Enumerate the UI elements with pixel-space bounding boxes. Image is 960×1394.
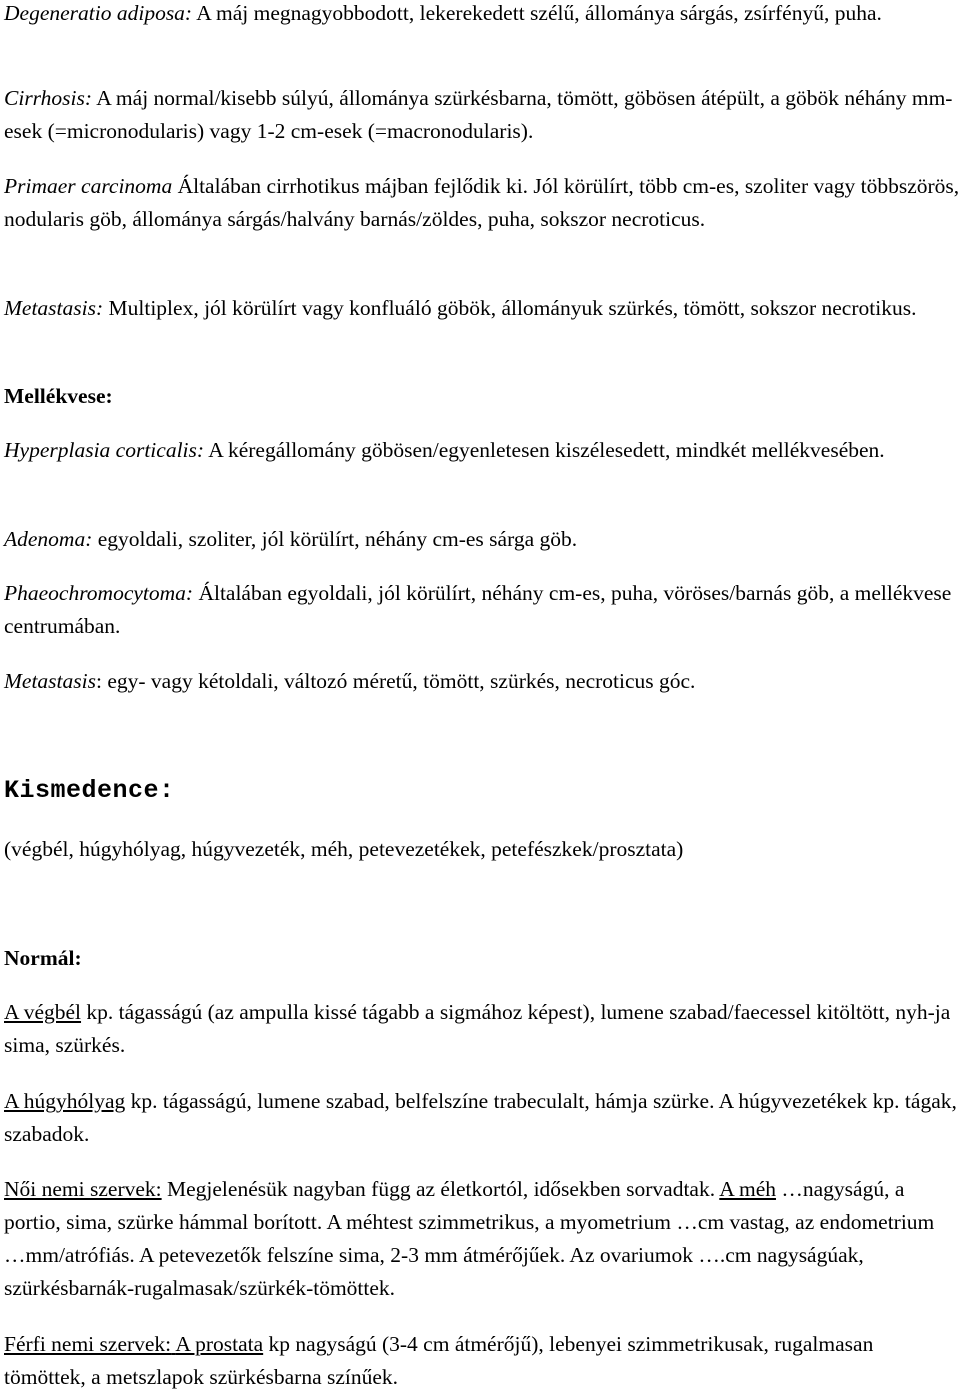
term-metastasis: Metastasis: [4,296,104,320]
degeneratio-text: A máj megnagyobbodott, lekerekedett szélű, állománya sárgás, zsírfényű, puha. [192,1,882,25]
pelvis-heading: Kismedence: [4,776,175,805]
adrenal-heading: Mellékvese: [4,384,113,408]
term-hyperplasia: Hyperplasia corticalis: [4,438,205,462]
rectum-paragraph [4,996,960,1062]
adrenal-hyperplasia-paragraph [4,434,960,467]
term-prostate: A prostata [175,1332,264,1356]
metastasis-text: Multiplex, jól körülírt vagy konfluáló göbök, állományuk szürkés, tömött, sokszor necrotikus. [103,296,917,320]
liver-cirrhosis-paragraph [4,82,960,148]
rectum-text: kp. tágasságú (az ampulla kissé tágabb a sigmához képest), lumene szabad/faecessel kitöltött, nyh-ja sima, szürkés. [4,1000,951,1057]
bladder-text: kp. tágasságú, lumene szabad, belfelszíne trabeculalt, hámja szürke. A húgyvezetékek kp. tágak, szabadok. [4,1089,957,1146]
female-organs-paragraph [4,1173,960,1305]
term-degeneratio: Degeneratio adiposa: [4,1,193,25]
term-phaeochromocytoma: Phaeochromocytoma: [4,581,194,605]
phaeo-text: Általában egyoldali, jól körülírt, néhány cm-es, puha, vöröses/barnás göb, a mellékvese centrumában. [4,581,952,638]
term-cirrhosis: Cirrhosis: [4,86,93,110]
liver-metastasis-paragraph [4,292,960,325]
adrenal-phaeo-paragraph [4,577,960,643]
male-text: kp nagyságú (3-4 cm átmérőjű), lebenyei szimmetrikusak, rugalmasan tömöttek, a metszlapok szürkésbarna színűek. [4,1332,874,1389]
female-text-b: …nagyságú, a portio, sima, szürke hámmal borított. A méhtest szimmetrikus, a myometrium …cm vastag, az endometrium …mm/atrófiás. A petevezetők felszíne sima, 2-3 mm átmérőjűek. Az ovariumok ….cm nagyságúak, szürkésbarnák-rugalmasak/szürkék-tömöttek. [4,1177,935,1300]
term-adrenal-metastasis: Metastasis [4,669,96,693]
adrenal-adenoma-paragraph [4,523,960,556]
male-organs-paragraph [4,1328,960,1394]
liver-degeneratio-paragraph [4,0,960,30]
adrenal-metastasis-paragraph [4,665,960,698]
pelvis-subtitle: (végbél, húgyhólyag, húgyvezeték, méh, petevezetékek, petefészkek/prosztata) [4,837,684,861]
cirrhosis-text: A máj normal/kisebb súlyú, állománya szürkésbarna, tömött, göbösen átépült, a göbök néhány mm-esek (=micronodularis) vagy 1-2 cm-esek (=macronodularis). [4,86,953,143]
hyperplasia-text: A kéregállomány göbösen/egyenletesen kiszélesedett, mindkét mellékvesében. [204,438,885,462]
bladder-paragraph [4,1085,960,1151]
term-uterus: A méh [719,1177,777,1201]
term-bladder: A húgyhólyag [4,1089,126,1113]
term-rectum: A végbél [4,1000,82,1024]
term-carcinoma: Primaer carcinoma [4,174,173,198]
adrenal-metastasis-text: : egy- vagy kétoldali, változó méretű, tömött, szürkés, necroticus góc. [95,669,696,693]
term-adenoma: Adenoma: [4,527,93,551]
normal-heading: Normál: [4,946,82,970]
female-text-a: Megjelenésük nagyban függ az életkortól, idősekben sorvadtak. [161,1177,720,1201]
term-female-organs: Női nemi szervek: [4,1177,162,1201]
adenoma-text: egyoldali, szoliter, jól körülírt, néhány cm-es sárga göb. [92,527,578,551]
carcinoma-text: Általában cirrhotikus májban fejlődik ki. Jól körülírt, több cm-es, szoliter vagy többszörös, nodularis göb, állománya sárgás/halvány barnás/zöldes, puha, sokszor necroticus. [4,174,960,231]
liver-carcinoma-paragraph [4,170,960,236]
term-male-organs: Férfi nemi szervek: [4,1332,172,1356]
